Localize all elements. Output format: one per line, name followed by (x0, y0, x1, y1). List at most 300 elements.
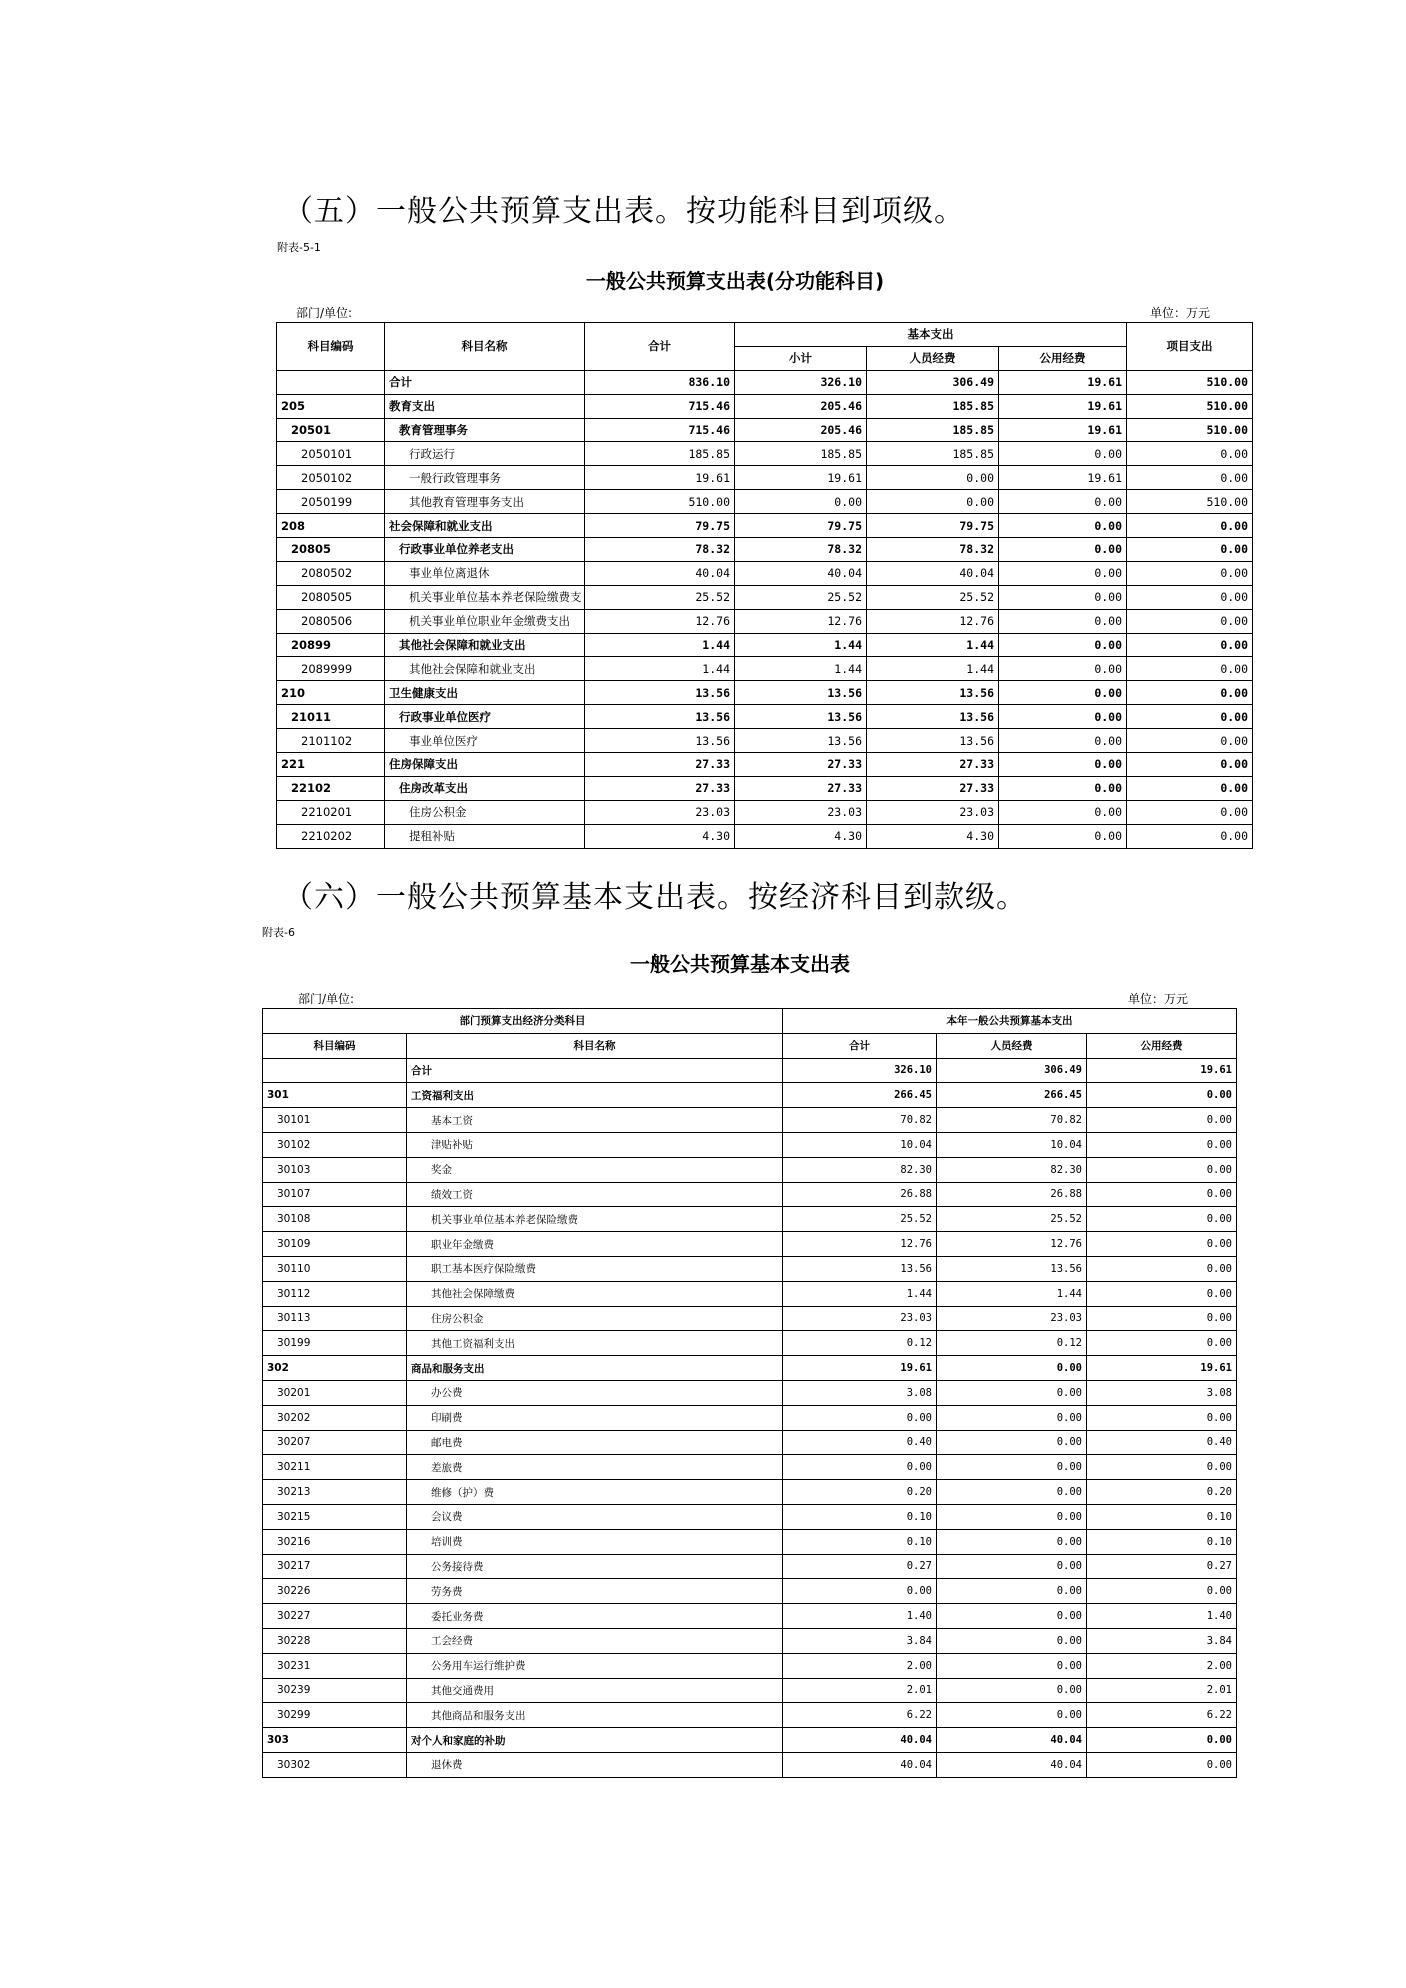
cell-name: 其他商品和服务支出 (407, 1703, 783, 1728)
cell-total: 266.45 (783, 1083, 937, 1108)
cell-code: 2050101 (277, 442, 385, 466)
cell-personnel: 0.00 (937, 1356, 1087, 1381)
table-row (263, 1529, 1237, 1554)
cell-name: 差旅费 (407, 1455, 783, 1480)
cell-code: 30216 (263, 1529, 407, 1554)
table-row (277, 514, 1253, 538)
cell-personnel: 0.00 (937, 1604, 1087, 1629)
cell-project: 0.00 (1127, 657, 1253, 681)
cell-personnel: 0.00 (937, 1380, 1087, 1405)
cell-name: 其他社会保障和就业支出 (385, 633, 585, 657)
cell-personnel: 0.00 (937, 1554, 1087, 1579)
table-header-row (263, 1009, 1237, 1034)
table-row (263, 1256, 1237, 1281)
cell-subtotal: 205.46 (735, 418, 867, 442)
cell-public: 19.61 (999, 466, 1127, 490)
cell-total: 0.10 (783, 1504, 937, 1529)
cell-total: 0.20 (783, 1480, 937, 1505)
cell-personnel: 0.00 (937, 1504, 1087, 1529)
table-row (263, 1157, 1237, 1182)
cell-personnel: 40.04 (867, 561, 999, 585)
cell-project: 510.00 (1127, 370, 1253, 394)
cell-subtotal: 23.03 (735, 800, 867, 824)
table-row (263, 1604, 1237, 1629)
cell-personnel: 0.00 (937, 1653, 1087, 1678)
cell-personnel: 70.82 (937, 1108, 1087, 1133)
cell-total: 1.44 (585, 633, 735, 657)
cell-public: 0.00 (1087, 1207, 1237, 1232)
cell-name: 劳务费 (407, 1579, 783, 1604)
cell-total: 1.44 (783, 1281, 937, 1306)
cell-code: 2080502 (277, 561, 385, 585)
cell-project: 0.00 (1127, 729, 1253, 753)
cell-total: 10.04 (783, 1132, 937, 1157)
cell-public: 0.27 (1087, 1554, 1237, 1579)
cell-code: 2210201 (277, 800, 385, 824)
table-row (263, 1504, 1237, 1529)
cell-total: 25.52 (585, 585, 735, 609)
cell-public: 0.00 (999, 490, 1127, 514)
cell-total: 19.61 (585, 466, 735, 490)
section5-appendix-label: 附表-5-1 (277, 241, 321, 254)
cell-name: 绩效工资 (407, 1182, 783, 1207)
cell-name: 合计 (385, 370, 585, 394)
cell-name: 职业年金缴费 (407, 1232, 783, 1257)
header-total: 合计 (585, 323, 735, 371)
cell-code: 30226 (263, 1579, 407, 1604)
cell-total: 78.32 (585, 538, 735, 562)
cell-public: 0.00 (1087, 1728, 1237, 1753)
table-row (277, 800, 1253, 824)
cell-code: 2080505 (277, 585, 385, 609)
cell-personnel: 40.04 (937, 1728, 1087, 1753)
cell-name: 其他工资福利支出 (407, 1331, 783, 1356)
header-total: 合计 (783, 1033, 937, 1058)
cell-public: 0.00 (999, 800, 1127, 824)
cell-personnel: 0.00 (867, 490, 999, 514)
cell-code: 2210202 (277, 824, 385, 848)
header-personnel: 人员经费 (937, 1033, 1087, 1058)
cell-code: 301 (263, 1083, 407, 1108)
cell-public: 2.01 (1087, 1678, 1237, 1703)
cell-code: 20899 (277, 633, 385, 657)
table-row (277, 561, 1253, 585)
header-group-left: 部门预算支出经济分类科目 (263, 1009, 783, 1034)
cell-personnel: 82.30 (937, 1157, 1087, 1182)
table-row (263, 1083, 1237, 1108)
table-row (277, 394, 1253, 418)
section6-dept-label: 部门/单位: (298, 992, 355, 1006)
cell-name: 其他社会保障和就业支出 (385, 657, 585, 681)
cell-total: 1.40 (783, 1604, 937, 1629)
cell-public: 0.00 (1087, 1306, 1237, 1331)
cell-total: 715.46 (585, 418, 735, 442)
cell-public: 0.00 (1087, 1405, 1237, 1430)
cell-personnel: 79.75 (867, 514, 999, 538)
table-row (277, 418, 1253, 442)
cell-code: 2050199 (277, 490, 385, 514)
cell-public: 0.00 (999, 681, 1127, 705)
cell-code: 30299 (263, 1703, 407, 1728)
cell-name: 住房改革支出 (385, 776, 585, 800)
cell-personnel: 40.04 (937, 1752, 1087, 1777)
header-group-right: 本年一般公共预算基本支出 (783, 1009, 1237, 1034)
cell-code: 302 (263, 1356, 407, 1381)
cell-total: 13.56 (585, 681, 735, 705)
cell-code: 30227 (263, 1604, 407, 1629)
table-row (277, 538, 1253, 562)
cell-total: 13.56 (585, 705, 735, 729)
cell-code: 2101102 (277, 729, 385, 753)
cell-name: 会议费 (407, 1504, 783, 1529)
header-name: 科目名称 (407, 1033, 783, 1058)
cell-personnel: 0.00 (937, 1455, 1087, 1480)
cell-name: 教育支出 (385, 394, 585, 418)
cell-total: 23.03 (585, 800, 735, 824)
cell-public: 0.00 (1087, 1455, 1237, 1480)
cell-name: 津贴补贴 (407, 1132, 783, 1157)
cell-personnel: 0.12 (937, 1331, 1087, 1356)
table-row (263, 1752, 1237, 1777)
cell-public: 0.10 (1087, 1504, 1237, 1529)
cell-subtotal: 78.32 (735, 538, 867, 562)
cell-project: 0.00 (1127, 466, 1253, 490)
section5-unit-label: 单位：万元 (1150, 306, 1211, 320)
cell-personnel: 13.56 (867, 729, 999, 753)
cell-personnel: 185.85 (867, 418, 999, 442)
cell-name: 办公费 (407, 1380, 783, 1405)
cell-personnel: 0.00 (867, 466, 999, 490)
cell-total: 1.44 (585, 657, 735, 681)
table-row (263, 1455, 1237, 1480)
cell-personnel: 78.32 (867, 538, 999, 562)
cell-personnel: 27.33 (867, 753, 999, 777)
cell-subtotal: 205.46 (735, 394, 867, 418)
cell-code: 30239 (263, 1678, 407, 1703)
cell-code: 30231 (263, 1653, 407, 1678)
header-personnel: 人员经费 (867, 346, 999, 370)
cell-total: 0.12 (783, 1331, 937, 1356)
table-row (277, 824, 1253, 848)
cell-personnel: 27.33 (867, 776, 999, 800)
section5-table-title: 一般公共预算支出表(分功能科目) (585, 269, 885, 293)
cell-total: 510.00 (585, 490, 735, 514)
section6-unit-label: 单位：万元 (1128, 992, 1189, 1006)
cell-public: 0.00 (999, 585, 1127, 609)
cell-subtotal: 185.85 (735, 442, 867, 466)
cell-total: 70.82 (783, 1108, 937, 1133)
cell-personnel: 0.00 (937, 1405, 1087, 1430)
cell-name: 其他交通费用 (407, 1678, 783, 1703)
cell-total: 0.10 (783, 1529, 937, 1554)
cell-public: 2.00 (1087, 1653, 1237, 1678)
section5-dept-label: 部门/单位: (296, 306, 353, 320)
cell-total: 0.40 (783, 1430, 937, 1455)
cell-total: 13.56 (783, 1256, 937, 1281)
cell-public: 0.00 (1087, 1132, 1237, 1157)
cell-code (277, 370, 385, 394)
cell-code: 30211 (263, 1455, 407, 1480)
cell-subtotal: 13.56 (735, 705, 867, 729)
cell-personnel: 0.00 (937, 1678, 1087, 1703)
table-row (277, 466, 1253, 490)
table-row (277, 633, 1253, 657)
cell-public: 19.61 (1087, 1356, 1237, 1381)
cell-project: 0.00 (1127, 681, 1253, 705)
cell-total: 185.85 (585, 442, 735, 466)
cell-public: 0.00 (999, 633, 1127, 657)
cell-public: 1.40 (1087, 1604, 1237, 1629)
cell-project: 0.00 (1127, 561, 1253, 585)
cell-code: 30110 (263, 1256, 407, 1281)
cell-total: 19.61 (783, 1356, 937, 1381)
cell-total: 27.33 (585, 753, 735, 777)
table-row (263, 1703, 1237, 1728)
cell-project: 0.00 (1127, 824, 1253, 848)
cell-public: 0.00 (1087, 1108, 1237, 1133)
cell-subtotal: 12.76 (735, 609, 867, 633)
cell-personnel: 26.88 (937, 1182, 1087, 1207)
cell-personnel: 185.85 (867, 442, 999, 466)
cell-code: 208 (277, 514, 385, 538)
cell-public: 0.00 (999, 561, 1127, 585)
cell-public: 0.00 (999, 657, 1127, 681)
cell-name: 工资福利支出 (407, 1083, 783, 1108)
cell-project: 0.00 (1127, 705, 1253, 729)
section6-heading: （六）一般公共预算基本支出表。按经济科目到款级。 (283, 880, 1027, 915)
cell-subtotal: 79.75 (735, 514, 867, 538)
cell-personnel: 12.76 (937, 1232, 1087, 1257)
cell-public: 0.00 (999, 442, 1127, 466)
cell-public: 0.20 (1087, 1480, 1237, 1505)
section6-appendix-label: 附表-6 (262, 926, 295, 939)
cell-subtotal: 27.33 (735, 776, 867, 800)
cell-subtotal: 13.56 (735, 681, 867, 705)
cell-total: 4.30 (585, 824, 735, 848)
cell-project: 510.00 (1127, 394, 1253, 418)
table-row (277, 729, 1253, 753)
cell-name: 退休费 (407, 1752, 783, 1777)
cell-name: 印刷费 (407, 1405, 783, 1430)
cell-public: 0.00 (1087, 1752, 1237, 1777)
cell-total: 27.33 (585, 776, 735, 800)
cell-name: 维修（护）费 (407, 1480, 783, 1505)
cell-subtotal: 19.61 (735, 466, 867, 490)
cell-public: 0.00 (1087, 1182, 1237, 1207)
cell-code: 205 (277, 394, 385, 418)
table-row (263, 1331, 1237, 1356)
table-row (263, 1430, 1237, 1455)
cell-project: 0.00 (1127, 609, 1253, 633)
cell-name: 社会保障和就业支出 (385, 514, 585, 538)
cell-public: 19.61 (999, 418, 1127, 442)
cell-code (263, 1058, 407, 1083)
cell-subtotal: 13.56 (735, 729, 867, 753)
cell-public: 0.00 (999, 538, 1127, 562)
cell-code: 30199 (263, 1331, 407, 1356)
cell-project: 0.00 (1127, 633, 1253, 657)
cell-name: 机关事业单位基本养老保险缴费 (407, 1207, 783, 1232)
cell-name: 对个人和家庭的补助 (407, 1728, 783, 1753)
cell-total: 79.75 (585, 514, 735, 538)
cell-code: 30102 (263, 1132, 407, 1157)
cell-name: 事业单位医疗 (385, 729, 585, 753)
cell-personnel: 0.00 (937, 1703, 1087, 1728)
cell-subtotal: 4.30 (735, 824, 867, 848)
cell-public: 19.61 (999, 370, 1127, 394)
cell-subtotal: 0.00 (735, 490, 867, 514)
cell-total: 2.00 (783, 1653, 937, 1678)
cell-name: 工会经费 (407, 1628, 783, 1653)
header-public: 公用经费 (1087, 1033, 1237, 1058)
cell-code: 2050102 (277, 466, 385, 490)
table-row (263, 1728, 1237, 1753)
cell-project: 0.00 (1127, 538, 1253, 562)
table-row (263, 1653, 1237, 1678)
cell-name: 奖金 (407, 1157, 783, 1182)
cell-personnel: 13.56 (867, 705, 999, 729)
cell-personnel: 306.49 (867, 370, 999, 394)
cell-code: 30112 (263, 1281, 407, 1306)
table-row (263, 1306, 1237, 1331)
cell-total: 26.88 (783, 1182, 937, 1207)
cell-name: 行政事业单位养老支出 (385, 538, 585, 562)
cell-personnel: 23.03 (937, 1306, 1087, 1331)
cell-total: 40.04 (783, 1728, 937, 1753)
cell-code: 30108 (263, 1207, 407, 1232)
cell-code: 20805 (277, 538, 385, 562)
cell-personnel: 4.30 (867, 824, 999, 848)
table-row (263, 1058, 1237, 1083)
header-public: 公用经费 (999, 346, 1127, 370)
cell-total: 23.03 (783, 1306, 937, 1331)
cell-total: 715.46 (585, 394, 735, 418)
table-row (277, 657, 1253, 681)
cell-project: 510.00 (1127, 490, 1253, 514)
cell-total: 0.27 (783, 1554, 937, 1579)
cell-name: 合计 (407, 1058, 783, 1083)
section6-table-title: 一般公共预算基本支出表 (630, 952, 850, 976)
cell-project: 0.00 (1127, 800, 1253, 824)
cell-public: 0.00 (999, 753, 1127, 777)
cell-personnel: 0.00 (937, 1529, 1087, 1554)
table-row (277, 490, 1253, 514)
cell-name: 行政运行 (385, 442, 585, 466)
cell-name: 住房保障支出 (385, 753, 585, 777)
cell-total: 40.04 (585, 561, 735, 585)
cell-name: 其他社会保障缴费 (407, 1281, 783, 1306)
cell-name: 教育管理事务 (385, 418, 585, 442)
header-project: 项目支出 (1127, 323, 1253, 371)
cell-name: 住房公积金 (407, 1306, 783, 1331)
cell-code: 30107 (263, 1182, 407, 1207)
section6-table (262, 1008, 1237, 1778)
table-row (263, 1380, 1237, 1405)
cell-total: 6.22 (783, 1703, 937, 1728)
cell-personnel: 1.44 (937, 1281, 1087, 1306)
table-row (263, 1132, 1237, 1157)
cell-code: 30202 (263, 1405, 407, 1430)
table-row (277, 776, 1253, 800)
cell-code: 30217 (263, 1554, 407, 1579)
cell-code: 30101 (263, 1108, 407, 1133)
cell-name: 公务接待费 (407, 1554, 783, 1579)
cell-total: 12.76 (585, 609, 735, 633)
cell-public: 0.00 (1087, 1256, 1237, 1281)
cell-public: 0.00 (999, 705, 1127, 729)
cell-public: 0.00 (999, 514, 1127, 538)
cell-project: 0.00 (1127, 753, 1253, 777)
cell-code: 30113 (263, 1306, 407, 1331)
cell-code: 21011 (277, 705, 385, 729)
cell-public: 3.84 (1087, 1628, 1237, 1653)
cell-subtotal: 27.33 (735, 753, 867, 777)
table-row (263, 1182, 1237, 1207)
table-row (263, 1108, 1237, 1133)
cell-total: 326.10 (783, 1058, 937, 1083)
table-row (277, 705, 1253, 729)
cell-public: 0.40 (1087, 1430, 1237, 1455)
cell-name: 行政事业单位医疗 (385, 705, 585, 729)
cell-code: 2080506 (277, 609, 385, 633)
cell-total: 3.84 (783, 1628, 937, 1653)
table-header-row (263, 1033, 1237, 1058)
table-row (263, 1281, 1237, 1306)
header-basic: 基本支出 (735, 323, 1127, 347)
cell-name: 委托业务费 (407, 1604, 783, 1629)
cell-code: 30109 (263, 1232, 407, 1257)
cell-public: 19.61 (999, 394, 1127, 418)
cell-code: 20501 (277, 418, 385, 442)
cell-code: 2089999 (277, 657, 385, 681)
cell-name: 邮电费 (407, 1430, 783, 1455)
cell-total: 3.08 (783, 1380, 937, 1405)
table-row (263, 1579, 1237, 1604)
cell-public: 3.08 (1087, 1380, 1237, 1405)
cell-code: 303 (263, 1728, 407, 1753)
cell-personnel: 306.49 (937, 1058, 1087, 1083)
cell-subtotal: 40.04 (735, 561, 867, 585)
cell-personnel: 1.44 (867, 633, 999, 657)
cell-code: 30103 (263, 1157, 407, 1182)
cell-code: 210 (277, 681, 385, 705)
table-row (263, 1554, 1237, 1579)
cell-code: 30302 (263, 1752, 407, 1777)
cell-public: 0.00 (999, 824, 1127, 848)
cell-total: 0.00 (783, 1455, 937, 1480)
cell-personnel: 12.76 (867, 609, 999, 633)
cell-personnel: 266.45 (937, 1083, 1087, 1108)
cell-total: 12.76 (783, 1232, 937, 1257)
cell-name: 事业单位离退休 (385, 561, 585, 585)
cell-name: 住房公积金 (385, 800, 585, 824)
section5-table (276, 322, 1253, 849)
cell-project: 0.00 (1127, 776, 1253, 800)
cell-personnel: 25.52 (867, 585, 999, 609)
table-row (263, 1207, 1237, 1232)
table-row (263, 1628, 1237, 1653)
cell-name: 其他教育管理事务支出 (385, 490, 585, 514)
cell-public: 0.00 (1087, 1157, 1237, 1182)
cell-name: 基本工资 (407, 1108, 783, 1133)
cell-total: 40.04 (783, 1752, 937, 1777)
cell-public: 0.00 (1087, 1281, 1237, 1306)
header-name: 科目名称 (385, 323, 585, 371)
cell-personnel: 13.56 (867, 681, 999, 705)
cell-personnel: 25.52 (937, 1207, 1087, 1232)
table-row (277, 681, 1253, 705)
table-row (263, 1405, 1237, 1430)
